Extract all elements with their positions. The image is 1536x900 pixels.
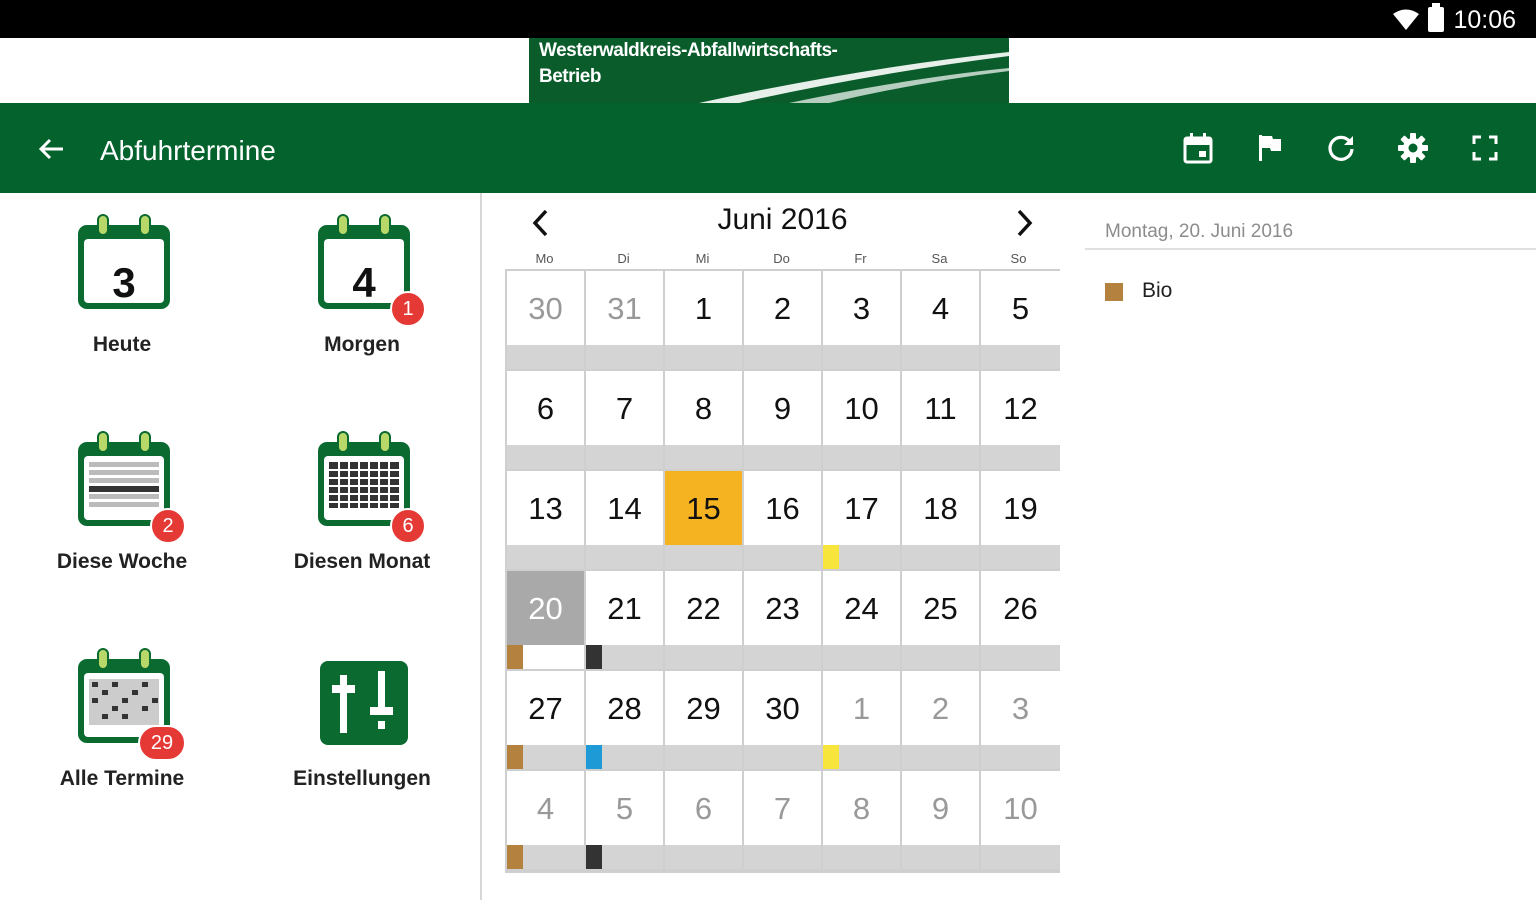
- day-number: 13: [528, 491, 563, 526]
- calendar-day[interactable]: [823, 371, 902, 471]
- month-title: Juni 2016: [717, 203, 848, 236]
- day-number: 27: [528, 691, 563, 726]
- this-month-badge: 6: [390, 508, 426, 544]
- day-number: 16: [765, 491, 800, 526]
- event-strip: [507, 345, 584, 369]
- calendar-day[interactable]: [744, 571, 823, 671]
- event-strip: [823, 845, 900, 869]
- day-number: 8: [852, 791, 871, 826]
- day-number: 21: [607, 591, 642, 626]
- calendar-today-icon: [1183, 132, 1213, 164]
- event-marker: [586, 745, 602, 769]
- event-strip: [744, 645, 821, 669]
- calendar-day[interactable]: [902, 771, 981, 871]
- calendar-day[interactable]: [981, 571, 1060, 671]
- day-number: 4: [536, 791, 555, 826]
- event-strip: [902, 445, 979, 469]
- day-number: 9: [931, 791, 950, 826]
- calendar-day[interactable]: [744, 771, 823, 871]
- calendar-day[interactable]: [507, 771, 586, 871]
- day-number: 3: [852, 291, 871, 326]
- day-number: 24: [844, 591, 879, 626]
- day-number: 7: [773, 791, 792, 826]
- event-strip: [665, 345, 742, 369]
- day-number: 1: [694, 291, 713, 326]
- calendar-day[interactable]: [823, 671, 902, 771]
- day-number: 9: [773, 391, 792, 426]
- today-day-number: 3: [112, 259, 136, 306]
- calendar-day[interactable]: [507, 471, 586, 571]
- calendar-day[interactable]: [586, 271, 665, 371]
- calendar-day[interactable]: [902, 571, 981, 671]
- waste-type-swatch: [1105, 283, 1123, 301]
- event-strip: [744, 845, 821, 869]
- flag-icon: [1257, 133, 1283, 163]
- day-number: 11: [924, 391, 957, 426]
- event-strip: [586, 445, 663, 469]
- event-strip: [823, 345, 900, 369]
- event-strip: [981, 845, 1060, 869]
- calendar-day[interactable]: [902, 271, 981, 371]
- day-number: 31: [607, 291, 642, 326]
- day-number: 23: [765, 591, 800, 626]
- day-detail-panel: [1085, 193, 1536, 900]
- day-number: 28: [607, 691, 642, 726]
- logo-line-1: Westerwaldkreis-Abfallwirtschafts-: [539, 40, 838, 61]
- event-strip: [586, 545, 663, 569]
- calendar-day[interactable]: [665, 271, 744, 371]
- event-marker: [823, 545, 839, 569]
- selected-date: Montag, 20. Juni 2016: [1105, 221, 1294, 242]
- shortcut-panel: [0, 193, 482, 900]
- event-strip: [507, 545, 584, 569]
- calendar-day[interactable]: [586, 371, 665, 471]
- tomorrow-badge: 1: [390, 291, 426, 327]
- divider: [1085, 248, 1536, 250]
- calendar-day[interactable]: [981, 371, 1060, 471]
- event-strip: [744, 545, 821, 569]
- event-marker: [586, 845, 602, 869]
- event-strip: [744, 745, 821, 769]
- event-strip: [507, 445, 584, 469]
- event-strip: [902, 345, 979, 369]
- day-number: 30: [765, 691, 800, 726]
- tile-all-dates-label: Alle Termine: [59, 767, 185, 790]
- event-strip: [981, 345, 1060, 369]
- calendar-day[interactable]: [665, 671, 744, 771]
- event-marker: [507, 845, 523, 869]
- tomorrow-day-number: 4: [352, 259, 376, 306]
- calendar-day[interactable]: [507, 271, 586, 371]
- calendar-day[interactable]: [823, 271, 902, 371]
- weekday-label: Mi: [695, 251, 710, 266]
- day-number: 1: [852, 691, 871, 726]
- event-marker: [507, 745, 523, 769]
- day-number: 2: [773, 291, 792, 326]
- calendar-day[interactable]: [981, 471, 1060, 571]
- tile-all-dates[interactable]: [2, 627, 242, 827]
- gear-icon: [1397, 132, 1429, 164]
- all-dates-badge: 29: [138, 725, 186, 761]
- fullscreen-button[interactable]: [1467, 130, 1503, 166]
- logo-line-2: Betrieb: [539, 66, 601, 87]
- refresh-button[interactable]: [1323, 130, 1359, 166]
- calendar-day[interactable]: [981, 671, 1060, 771]
- calendar-day[interactable]: [902, 671, 981, 771]
- calendar-day[interactable]: [902, 371, 981, 471]
- logo-band: [0, 38, 1536, 103]
- weekday-label: Sa: [931, 251, 948, 266]
- calendar-day-selected[interactable]: [507, 571, 586, 671]
- day-number: 20: [528, 591, 563, 626]
- calendar-day[interactable]: [665, 571, 744, 671]
- day-number: 29: [686, 691, 721, 726]
- waste-type-label: Bio: [1142, 279, 1173, 302]
- event-strip: [744, 445, 821, 469]
- weekday-label: Di: [617, 251, 630, 266]
- calendar-day-today[interactable]: [665, 471, 744, 571]
- day-number: 3: [1011, 691, 1030, 726]
- calendar-day[interactable]: [744, 471, 823, 571]
- settings-button[interactable]: [1395, 130, 1431, 166]
- status-bar: [0, 0, 1536, 38]
- logo: [529, 38, 1009, 103]
- day-number: 30: [528, 291, 563, 326]
- day-number: 12: [1003, 391, 1038, 426]
- day-number: 5: [615, 791, 634, 826]
- event-marker: [586, 645, 602, 669]
- arrow-left-icon: [37, 137, 65, 161]
- refresh-icon: [1326, 133, 1356, 163]
- calendar-day[interactable]: [902, 471, 981, 571]
- weekday-label: Do: [773, 251, 790, 266]
- weekday-label: Fr: [854, 251, 867, 266]
- calendar-day[interactable]: [744, 671, 823, 771]
- day-number: 6: [536, 391, 555, 426]
- calendar-day[interactable]: [507, 371, 586, 471]
- day-number: 10: [1003, 791, 1038, 826]
- day-number: 22: [686, 591, 721, 626]
- calendar-day[interactable]: [981, 271, 1060, 371]
- tile-this-week[interactable]: [2, 410, 242, 610]
- event-strip: [981, 745, 1060, 769]
- day-number: 26: [1003, 591, 1038, 626]
- day-number: 18: [923, 491, 958, 526]
- day-number: 2: [931, 691, 950, 726]
- event-marker: [507, 645, 523, 669]
- weekday-header: [505, 251, 1060, 269]
- calendar-day[interactable]: [586, 471, 665, 571]
- day-number: 19: [1003, 491, 1038, 526]
- battery-icon: [1428, 7, 1444, 32]
- calendar-day[interactable]: [586, 771, 665, 871]
- event-strip: [744, 345, 821, 369]
- app-bar: [0, 103, 1536, 193]
- event-strip: [902, 645, 979, 669]
- tile-this-week-label: Diese Woche: [56, 550, 188, 573]
- calendar-grid: [505, 269, 1060, 873]
- flag-button[interactable]: [1252, 130, 1288, 166]
- tile-settings[interactable]: [242, 627, 482, 827]
- calendar-day[interactable]: [586, 671, 665, 771]
- fullscreen-icon: [1472, 135, 1498, 161]
- calendar-day[interactable]: [981, 771, 1060, 871]
- calendar-day[interactable]: [665, 771, 744, 871]
- event-strip: [823, 645, 900, 669]
- tile-this-month[interactable]: [242, 410, 482, 610]
- status-time: 10:06: [1453, 6, 1516, 34]
- event-strip: [665, 745, 742, 769]
- event-strip: [981, 445, 1060, 469]
- day-number: 17: [844, 491, 879, 526]
- event-strip: [981, 645, 1060, 669]
- event-strip: [586, 345, 663, 369]
- tile-tomorrow[interactable]: [242, 193, 482, 393]
- event-strip: [902, 845, 979, 869]
- day-number: 25: [923, 591, 958, 626]
- calendar-day[interactable]: [586, 571, 665, 671]
- day-number: 15: [686, 491, 721, 526]
- this-week-badge: 2: [150, 508, 186, 544]
- day-number: 6: [694, 791, 713, 826]
- event-strip: [665, 445, 742, 469]
- day-number: 7: [615, 391, 634, 426]
- event-marker: [823, 745, 839, 769]
- tile-tomorrow-label: Morgen: [324, 333, 400, 356]
- day-number: 10: [844, 391, 879, 426]
- calendar-day[interactable]: [823, 571, 902, 671]
- event-strip: [981, 545, 1060, 569]
- event-strip: [902, 545, 979, 569]
- today-button[interactable]: [1180, 130, 1216, 166]
- event-strip: [665, 645, 742, 669]
- month-calendar: [505, 193, 1060, 900]
- tile-today[interactable]: [2, 193, 242, 393]
- weekday-label: So: [1010, 251, 1027, 266]
- chevron-right-icon: [1016, 209, 1034, 237]
- tile-this-month-label: Diesen Monat: [293, 550, 431, 573]
- event-strip: [665, 845, 742, 869]
- sliders-icon: [314, 647, 414, 747]
- back-button[interactable]: [30, 128, 72, 170]
- day-number: 5: [1011, 291, 1030, 326]
- calendar-day[interactable]: [744, 271, 823, 371]
- tile-settings-label: Einstellungen: [293, 767, 431, 790]
- page-title: Abfuhrtermine: [100, 135, 276, 166]
- calendar-day[interactable]: [823, 471, 902, 571]
- day-number: 8: [694, 391, 713, 426]
- calendar-day[interactable]: [744, 371, 823, 471]
- next-month-button[interactable]: [1010, 205, 1040, 241]
- day-number: 14: [607, 491, 642, 526]
- tile-today-label: Heute: [92, 333, 152, 356]
- day-number: 4: [931, 291, 950, 326]
- wifi-icon: [1392, 9, 1420, 31]
- event-strip: [665, 545, 742, 569]
- calendar-day[interactable]: [665, 371, 744, 471]
- weekday-label: Mo: [535, 251, 554, 266]
- event-strip: [823, 445, 900, 469]
- event-strip: [902, 745, 979, 769]
- calendar-day[interactable]: [823, 771, 902, 871]
- calendar-day[interactable]: [507, 671, 586, 771]
